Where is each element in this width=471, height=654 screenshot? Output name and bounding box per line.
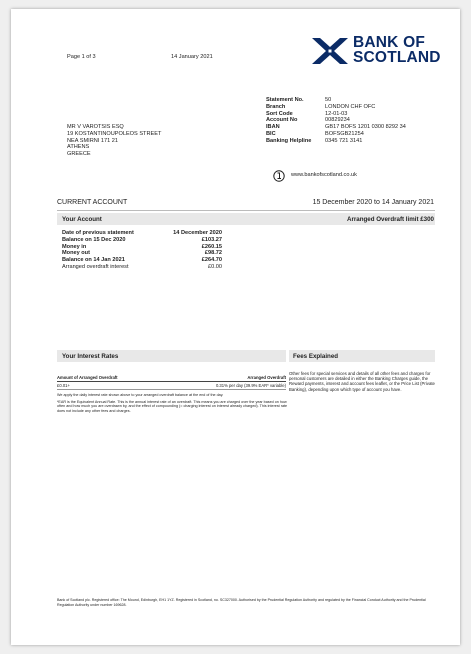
divider bbox=[57, 210, 435, 211]
info-label: Sort Code bbox=[266, 110, 293, 117]
customer-address bbox=[67, 124, 161, 158]
info-value: 00829234 bbox=[325, 117, 350, 124]
account-summary bbox=[62, 230, 222, 271]
address-line: 19 KOSTANTINOUPOLEOS STREET bbox=[67, 130, 162, 137]
statement-period: 15 December 2020 to 14 January 2021 bbox=[312, 199, 434, 206]
interest-note: *EAR is the Equivalent Annual Rate. This is the annual interest rate of an overdraft. This means you are charged over the year based on how often and how much you are overdrawn by, and the effect of compounding (= charging interest on interest already charged). This interest rate does not include any other fees and charges. bbox=[57, 399, 288, 413]
interest-amount: £0.01+ bbox=[57, 383, 70, 388]
statement-page bbox=[11, 9, 460, 645]
bank-logo-text bbox=[353, 35, 441, 65]
info-label: Branch bbox=[266, 103, 286, 110]
address-line: NEA SMIRNI 171 21 bbox=[67, 137, 118, 144]
interest-notes bbox=[57, 393, 289, 413]
website-icon bbox=[273, 169, 285, 181]
interest-rate: 0.31% per day (39.9% EAR* variable) bbox=[215, 383, 286, 388]
info-label: BIC bbox=[266, 130, 276, 137]
info-label: IBAN bbox=[266, 124, 280, 131]
info-value: 0345 721 3141 bbox=[325, 137, 363, 144]
interest-table-header bbox=[57, 375, 286, 382]
summary-row: Money out £98.72 bbox=[62, 250, 222, 257]
account-type: CURRENT ACCOUNT bbox=[57, 199, 128, 206]
address-line: GREECE bbox=[67, 151, 91, 158]
footer-legal-text: Bank of Scotland plc. Registered office: The Mound, Edinburgh, EH1 1YZ. Registered in Scotland, no. SC327000. Authorised by the Prudential Regulation Authority and regulated by the Financial Conduct Authority and the Prudential Regulation Authority under number 169628. bbox=[57, 598, 426, 607]
saltire-logo-icon bbox=[308, 34, 352, 68]
info-value: LONDON CHF OFC bbox=[325, 103, 376, 110]
interest-table bbox=[57, 375, 286, 390]
summary-row: Balance on 15 Dec 2020 £103.27 bbox=[62, 236, 222, 243]
summary-row: Arranged overdraft interest £0.00 bbox=[62, 263, 222, 270]
info-label: Account No bbox=[266, 117, 298, 124]
summary-row: Date of previous statement 14 December 2020 bbox=[62, 230, 222, 236]
interest-note: We apply the daily interest rate shown above to your arranged overdraft balance at the end of the day. bbox=[57, 393, 224, 397]
address-line: MR V VAROTSIS ESQ bbox=[67, 124, 124, 130]
website-link[interactable]: www.bankofscotland.co.uk bbox=[291, 172, 357, 178]
summary-row: Balance on 14 Jan 2021 £264.70 bbox=[62, 257, 222, 264]
interest-col-rate: Arranged Overdraft bbox=[247, 375, 286, 380]
info-value: BOFSGB21254 bbox=[325, 130, 364, 137]
bank-name-line2: SCOTLAND bbox=[353, 49, 441, 66]
statement-info bbox=[266, 97, 436, 145]
info-label: Banking Helpline bbox=[266, 137, 312, 144]
fees-section-title: Fees Explained bbox=[293, 352, 339, 360]
info-label: Statement No. bbox=[266, 97, 304, 103]
bank-name-line1: BANK OF bbox=[353, 34, 426, 51]
page-label: Page 1 of 3 bbox=[67, 54, 96, 60]
statement-date: 14 January 2021 bbox=[171, 54, 213, 60]
account-section-title: Your Account bbox=[62, 215, 102, 223]
fees-text: Other fees for special services and details of all other fees and charges for personal customers are detailed in either the Banking Charges guide, the Reward payments, interest and account fees leaflet, or the Price List (Private Banking), depending upon which type of account you have. bbox=[289, 371, 435, 392]
summary-row: Money in £260.15 bbox=[62, 243, 222, 250]
interest-section-title: Your Interest Rates bbox=[62, 352, 119, 360]
info-value: 50 bbox=[325, 97, 332, 103]
overdraft-limit: Arranged Overdraft limit £300 bbox=[347, 215, 434, 223]
interest-table-row bbox=[57, 382, 286, 390]
interest-col-amount: Amount of Arranged Overdraft bbox=[57, 375, 118, 380]
info-value: GB17 BOFS 1201 0300 8292 34 bbox=[325, 124, 406, 131]
address-line: ATHENS bbox=[67, 144, 90, 151]
info-value: 12-01-03 bbox=[325, 110, 348, 117]
